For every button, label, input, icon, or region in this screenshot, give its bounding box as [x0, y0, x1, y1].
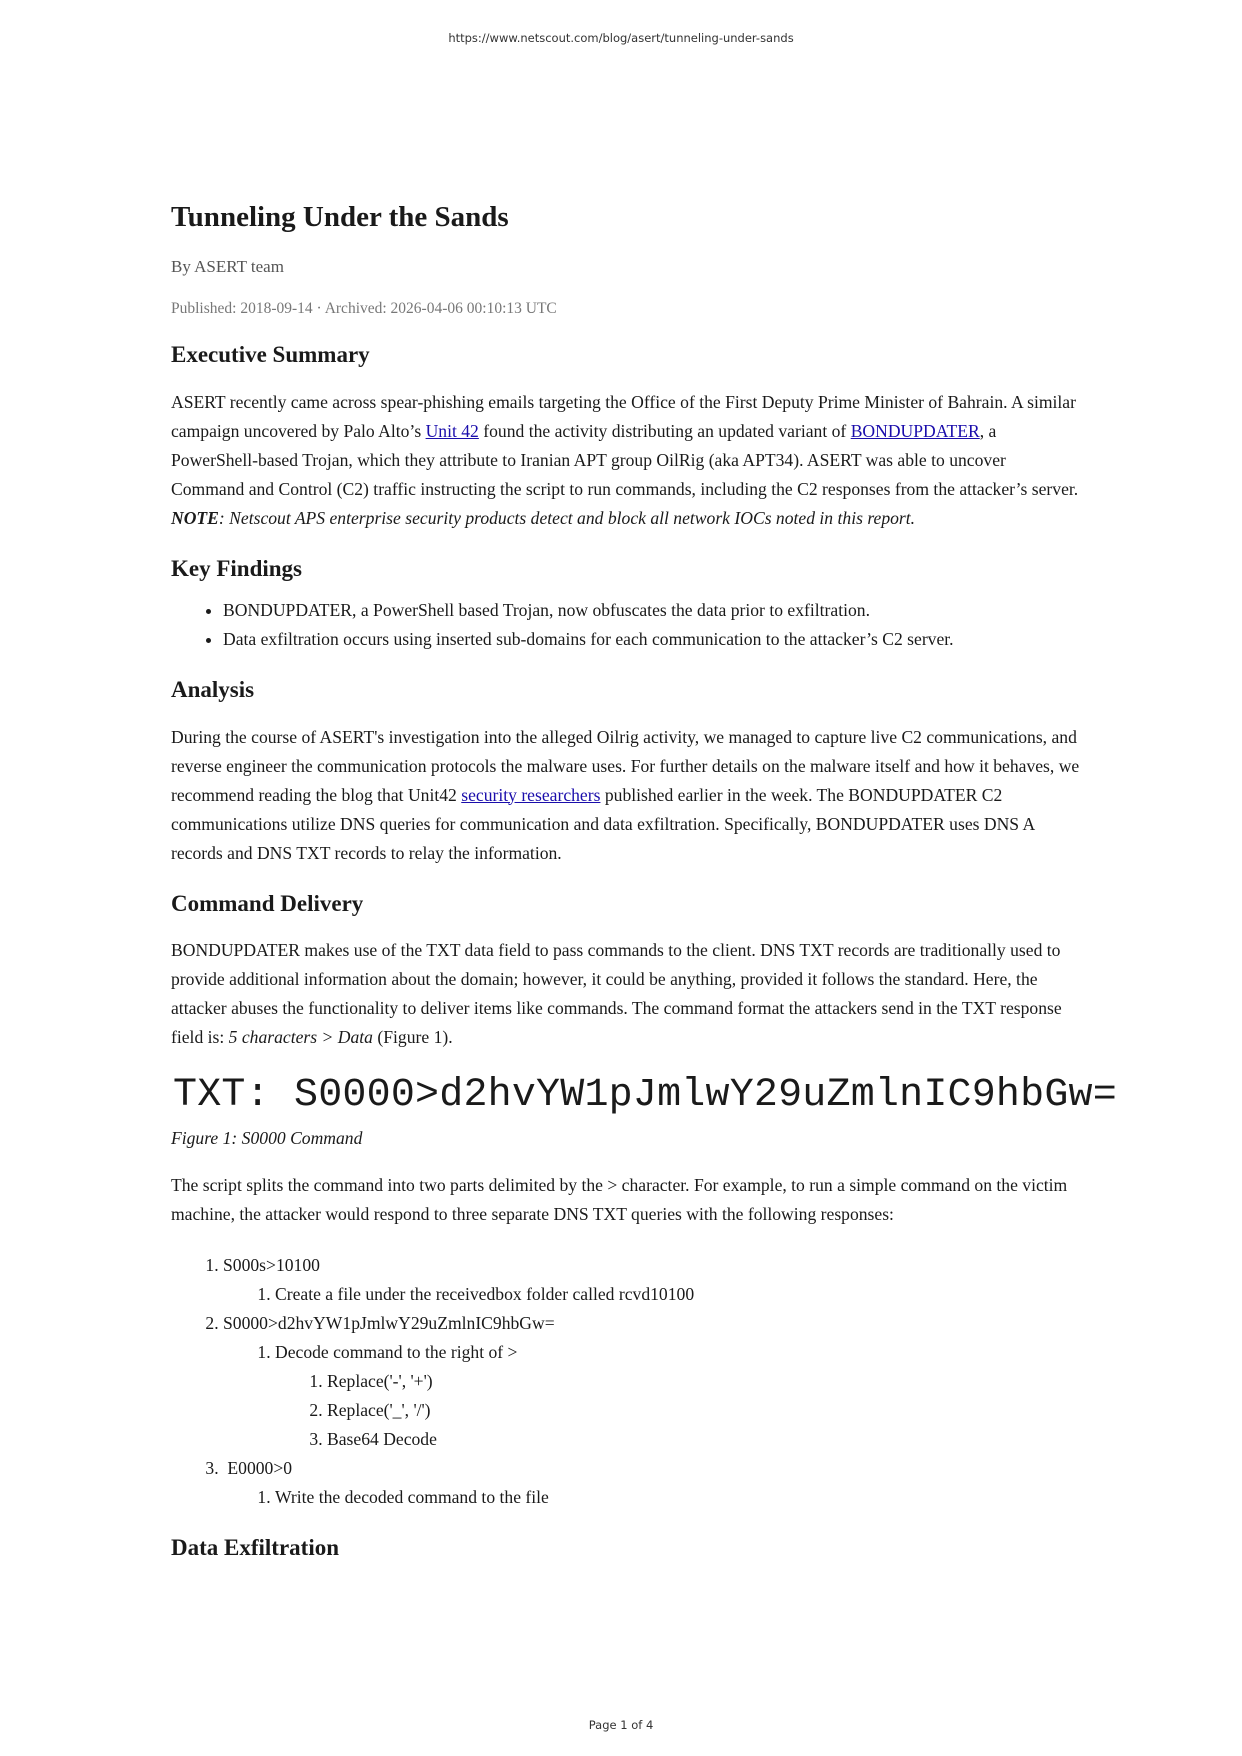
article-body [171, 200, 1117, 1581]
bondupdater-link[interactable]: BONDUPDATER [850, 421, 980, 442]
list-item: 1. Replace('-', '+') [327, 1367, 1081, 1396]
list-item: • BONDUPDATER, a PowerShell based Trojan, now obfuscates the data prior to exfiltration. [223, 596, 1081, 625]
list-item: 1. S000s>10100 1. Create a file under the receivedbox folder called rcvd10100 [223, 1251, 1081, 1309]
publish-meta: Published: 2018-09-14 · Archived: 2026-04-06 00:10:13 UTC [171, 299, 557, 317]
page-number: Page 1 of 4 [588, 1718, 654, 1732]
list-item: 3. Base64 Decode [327, 1425, 1081, 1454]
list-item: 2. S0000>d2hvYW1pJmlwY29uZmlnIC9hbGw= 1. Decode command to the right of > 1. Replace('-', '+') 2. Replace('_', '/') 3. Base64 Decode [223, 1309, 1081, 1454]
heading-data-exfiltration: Data Exfiltration [171, 1535, 340, 1561]
heading-command-delivery: Command Delivery [171, 890, 364, 916]
key-findings-list [171, 596, 1081, 654]
list-item: • Data exfiltration occurs using inserted sub-domains for each communication to the attacker’s C2 server. [223, 625, 1081, 654]
heading-executive-summary: Executive Summary [171, 342, 370, 368]
figure-1-caption: Figure 1: S0000 Command [171, 1128, 363, 1149]
list-item: 2. Replace('_', '/') [327, 1396, 1081, 1425]
page-title: Tunneling Under the Sands [171, 201, 509, 233]
byline: By ASERT team [171, 256, 284, 276]
list-item: 1. Create a file under the receivedbox folder called rcvd10100 [275, 1280, 1081, 1309]
heading-key-findings: Key Findings [171, 556, 303, 582]
note: NOTE: Netscout APS enterprise security products detect and block all network IOCs noted in this report. [171, 508, 916, 529]
unit42-link[interactable]: Unit 42 [425, 421, 479, 442]
list-item: 3. E0000>0 1. Write the decoded command to the file [223, 1454, 1081, 1512]
figure-1-command-text: TXT: S0000>d2hvYW1pJmlwY29uZmlnIC9hbGw= [173, 1073, 1117, 1119]
command-split-paragraph: The script splits the command into two parts delimited by the > character. For example, to run a simple command on the victim machine, the attacker would respond to three separate DNS TXT queries with the following responses: [171, 1175, 1068, 1225]
security-researchers-link[interactable]: security researchers [461, 784, 601, 805]
executive-summary-paragraph: ASERT recently came across spear-phishing emails targeting the Office of the First Deputy Prime Minister of Bahrain. A similar campaign uncovered by Palo Alto’s Unit 42 found the activity distributing an updated variant of BONDUPDATER, a PowerShell-based Trojan, which they attribute to Iranian APT group OilRig (aka APT34). ASERT was able to uncover Command and Control (C2) traffic instructing the script to run commands, including the C2 responses from the attacker’s server. NOTE: Netscout APS enterprise security products detect and block all network IOCs noted in this report. [171, 392, 1079, 529]
heading-analysis: Analysis [171, 676, 255, 702]
analysis-paragraph: During the course of ASERT's investigation into the alleged Oilrig activity, we managed to capture live C2 communications, and reverse engineer the communication protocols the malware uses. For further details on the malware itself and how it behaves, we recommend reading the blog that Unit42 security researchers published earlier in the week. The BONDUPDATER C2 communications utilize DNS queries for communication and data exfiltration. Specifically, BONDUPDATER uses DNS A records and DNS TXT records to relay the information. [171, 726, 1080, 863]
list-item: 1. Decode command to the right of > 1. Replace('-', '+') 2. Replace('_', '/') 3. Base64 Decode [275, 1338, 1081, 1454]
list-item: 1. Write the decoded command to the file [275, 1483, 1081, 1512]
command-steps-list [171, 1251, 1081, 1512]
command-delivery-paragraph: BONDUPDATER makes use of the TXT data field to pass commands to the client. DNS TXT records are traditionally used to provide additional information about the domain; however, it could be anything, provided it follows the standard. Here, the attacker abuses the functionality to deliver items like commands. The command format the attackers send in the TXT response field is: 5 characters > Data (Figure 1). [171, 940, 1062, 1048]
page-url-header: https://www.netscout.com/blog/asert/tunneling-under-sands [448, 31, 794, 45]
